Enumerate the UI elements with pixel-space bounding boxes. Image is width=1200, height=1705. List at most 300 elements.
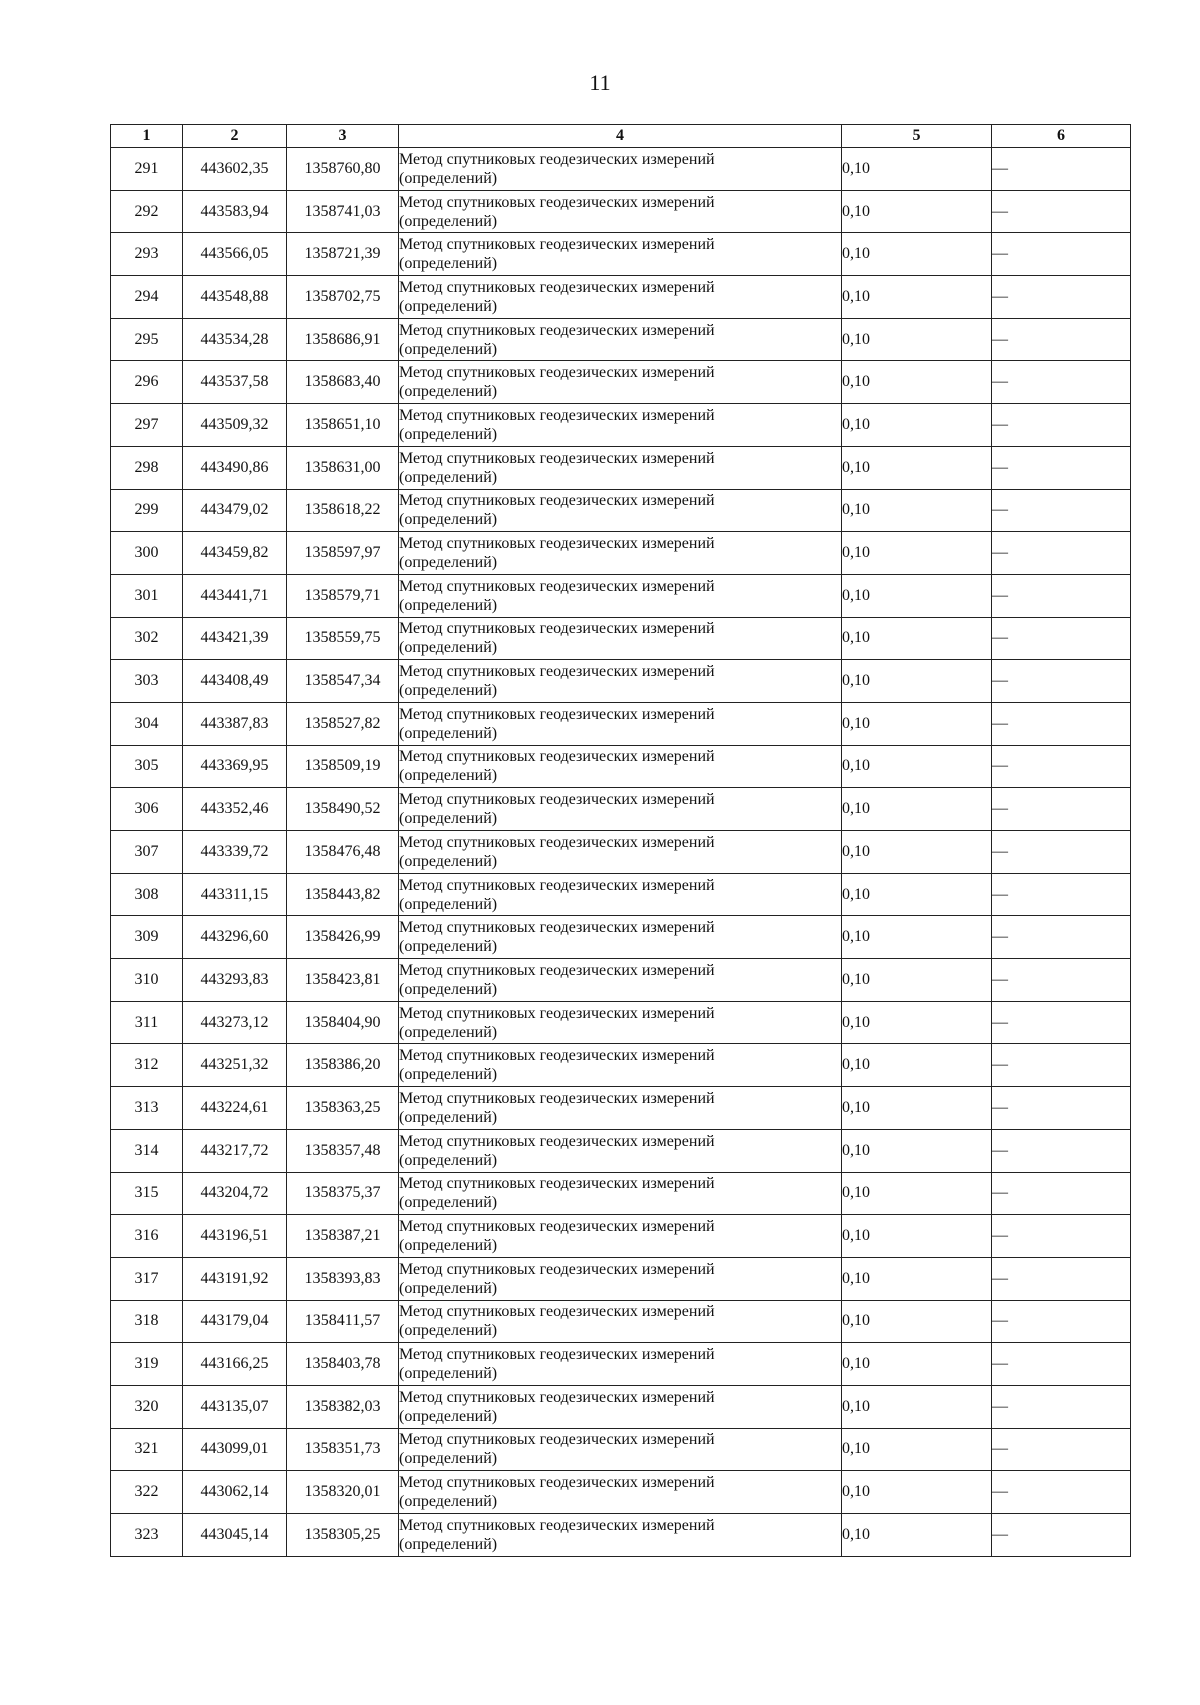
note-dash: — [992, 916, 1131, 959]
note-dash: — [992, 361, 1131, 404]
point-number: 303 [111, 660, 183, 703]
coordinate-x: 443339,72 [183, 831, 287, 874]
coordinate-x: 443534,28 [183, 318, 287, 361]
point-number: 306 [111, 788, 183, 831]
table-row [111, 148, 1131, 191]
method-line-2: (определений) [399, 1108, 498, 1126]
method-cell [399, 745, 842, 788]
table-row [111, 1044, 1131, 1087]
coordinate-x: 443583,94 [183, 190, 287, 233]
method-cell [399, 916, 842, 959]
point-number: 298 [111, 446, 183, 489]
coordinate-x: 443191,92 [183, 1257, 287, 1300]
coordinate-x: 443602,35 [183, 148, 287, 191]
point-number: 321 [111, 1428, 183, 1471]
point-number: 322 [111, 1471, 183, 1514]
method-cell [399, 1172, 842, 1215]
accuracy-value: 0,10 [842, 1129, 992, 1172]
method-line-1: Метод спутниковых геодезических измерений [399, 150, 715, 168]
note-dash: — [992, 489, 1131, 532]
note-dash: — [992, 148, 1131, 191]
method-cell [399, 1001, 842, 1044]
table-row [111, 745, 1131, 788]
method-cell [399, 1044, 842, 1087]
method-line-2: (определений) [399, 767, 498, 785]
accuracy-value: 0,10 [842, 148, 992, 191]
table-row [111, 404, 1131, 447]
table-row [111, 1471, 1131, 1514]
accuracy-value: 0,10 [842, 1385, 992, 1428]
method-line-2: (определений) [399, 383, 498, 401]
accuracy-value: 0,10 [842, 831, 992, 874]
table-row [111, 1129, 1131, 1172]
table-row [111, 1215, 1131, 1258]
point-number: 319 [111, 1343, 183, 1386]
method-line-1: Метод спутниковых геодезических измерений [399, 535, 715, 553]
method-line-2: (определений) [399, 212, 498, 230]
method-cell [399, 831, 842, 874]
coordinate-x: 443387,83 [183, 702, 287, 745]
method-cell [399, 446, 842, 489]
note-dash: — [992, 1514, 1131, 1557]
coordinate-y: 1358760,80 [287, 148, 399, 191]
method-line-1: Метод спутниковых геодезических измерений [399, 1047, 715, 1065]
coordinate-y: 1358527,82 [287, 702, 399, 745]
accuracy-value: 0,10 [842, 1257, 992, 1300]
point-number: 315 [111, 1172, 183, 1215]
method-cell [399, 233, 842, 276]
method-line-1: Метод спутниковых геодезических измерений [399, 1346, 715, 1364]
table-row [111, 276, 1131, 319]
coordinate-x: 443296,60 [183, 916, 287, 959]
table-row [111, 702, 1131, 745]
coordinate-y: 1358741,03 [287, 190, 399, 233]
point-number: 318 [111, 1300, 183, 1343]
coordinate-y: 1358382,03 [287, 1385, 399, 1428]
table-row [111, 831, 1131, 874]
coordinate-y: 1358597,97 [287, 532, 399, 575]
method-cell [399, 404, 842, 447]
accuracy-value: 0,10 [842, 617, 992, 660]
method-line-2: (определений) [399, 468, 498, 486]
accuracy-value: 0,10 [842, 446, 992, 489]
coordinate-y: 1358363,25 [287, 1087, 399, 1130]
note-dash: — [992, 1343, 1131, 1386]
point-number: 291 [111, 148, 183, 191]
coordinate-x: 443062,14 [183, 1471, 287, 1514]
note-dash: — [992, 1428, 1131, 1471]
point-number: 317 [111, 1257, 183, 1300]
table-body [111, 148, 1131, 1557]
accuracy-value: 0,10 [842, 574, 992, 617]
table-row [111, 190, 1131, 233]
point-number: 309 [111, 916, 183, 959]
note-dash: — [992, 745, 1131, 788]
accuracy-value: 0,10 [842, 1514, 992, 1557]
method-line-2: (определений) [399, 852, 498, 870]
coordinate-y: 1358721,39 [287, 233, 399, 276]
coordinate-x: 443273,12 [183, 1001, 287, 1044]
coordinate-x: 443352,46 [183, 788, 287, 831]
method-line-1: Метод спутниковых геодезических измерений [399, 577, 715, 595]
method-line-1: Метод спутниковых геодезических измерений [399, 919, 715, 937]
coordinate-y: 1358426,99 [287, 916, 399, 959]
method-line-2: (определений) [399, 682, 498, 700]
note-dash: — [992, 190, 1131, 233]
method-line-2: (определений) [399, 425, 498, 443]
coordinate-x: 443537,58 [183, 361, 287, 404]
accuracy-value: 0,10 [842, 489, 992, 532]
method-cell [399, 1428, 842, 1471]
method-line-2: (определений) [399, 1151, 498, 1169]
column-header: 6 [992, 125, 1131, 148]
note-dash: — [992, 1001, 1131, 1044]
accuracy-value: 0,10 [842, 233, 992, 276]
method-line-2: (определений) [399, 1194, 498, 1212]
note-dash: — [992, 1300, 1131, 1343]
note-dash: — [992, 617, 1131, 660]
accuracy-value: 0,10 [842, 1300, 992, 1343]
method-line-2: (определений) [399, 1237, 498, 1255]
note-dash: — [992, 873, 1131, 916]
coordinate-x: 443548,88 [183, 276, 287, 319]
method-cell [399, 1257, 842, 1300]
method-line-1: Метод спутниковых геодезических измерений [399, 364, 715, 382]
coordinate-y: 1358386,20 [287, 1044, 399, 1087]
table-row [111, 1428, 1131, 1471]
point-number: 310 [111, 959, 183, 1002]
method-line-1: Метод спутниковых геодезических измерений [399, 449, 715, 467]
coordinate-x: 443045,14 [183, 1514, 287, 1557]
accuracy-value: 0,10 [842, 702, 992, 745]
accuracy-value: 0,10 [842, 361, 992, 404]
method-line-2: (определений) [399, 724, 498, 742]
method-line-1: Метод спутниковых геодезических измерений [399, 1175, 715, 1193]
coordinate-x: 443479,02 [183, 489, 287, 532]
accuracy-value: 0,10 [842, 190, 992, 233]
coordinate-x: 443490,86 [183, 446, 287, 489]
table-row [111, 1385, 1131, 1428]
method-line-2: (определений) [399, 1023, 498, 1041]
note-dash: — [992, 788, 1131, 831]
accuracy-value: 0,10 [842, 1215, 992, 1258]
coordinate-y: 1358320,01 [287, 1471, 399, 1514]
coordinate-x: 443166,25 [183, 1343, 287, 1386]
method-cell [399, 361, 842, 404]
coordinate-y: 1358618,22 [287, 489, 399, 532]
method-line-1: Метод спутниковых геодезических измерений [399, 1218, 715, 1236]
coordinate-y: 1358490,52 [287, 788, 399, 831]
accuracy-value: 0,10 [842, 1001, 992, 1044]
coordinate-y: 1358411,57 [287, 1300, 399, 1343]
page-number: 11 [589, 70, 611, 95]
method-cell [399, 702, 842, 745]
point-number: 305 [111, 745, 183, 788]
table-row [111, 617, 1131, 660]
accuracy-value: 0,10 [842, 873, 992, 916]
coordinate-y: 1358351,73 [287, 1428, 399, 1471]
coordinate-y: 1358702,75 [287, 276, 399, 319]
column-header: 2 [183, 125, 287, 148]
coordinate-x: 443217,72 [183, 1129, 287, 1172]
point-number: 293 [111, 233, 183, 276]
table-row [111, 574, 1131, 617]
column-header: 4 [399, 125, 842, 148]
method-line-1: Метод спутниковых геодезических измерений [399, 321, 715, 339]
point-number: 301 [111, 574, 183, 617]
accuracy-value: 0,10 [842, 404, 992, 447]
method-cell [399, 1129, 842, 1172]
column-header: 5 [842, 125, 992, 148]
table-row [111, 361, 1131, 404]
coordinate-x: 443566,05 [183, 233, 287, 276]
point-number: 299 [111, 489, 183, 532]
table-row [111, 532, 1131, 575]
note-dash: — [992, 233, 1131, 276]
method-line-1: Метод спутниковых геодезических измерений [399, 1516, 715, 1534]
accuracy-value: 0,10 [842, 1044, 992, 1087]
coordinate-y: 1358393,83 [287, 1257, 399, 1300]
table-row [111, 1300, 1131, 1343]
table-row [111, 1343, 1131, 1386]
point-number: 297 [111, 404, 183, 447]
method-line-2: (определений) [399, 938, 498, 956]
accuracy-value: 0,10 [842, 1087, 992, 1130]
coordinate-y: 1358443,82 [287, 873, 399, 916]
coordinate-x: 443135,07 [183, 1385, 287, 1428]
method-line-1: Метод спутниковых геодезических измерений [399, 1474, 715, 1492]
note-dash: — [992, 702, 1131, 745]
point-number: 302 [111, 617, 183, 660]
method-line-2: (определений) [399, 554, 498, 572]
note-dash: — [992, 1172, 1131, 1215]
method-cell [399, 1215, 842, 1258]
point-number: 308 [111, 873, 183, 916]
method-cell [399, 1514, 842, 1557]
method-line-2: (определений) [399, 1066, 498, 1084]
point-number: 307 [111, 831, 183, 874]
accuracy-value: 0,10 [842, 1343, 992, 1386]
coordinate-x: 443196,51 [183, 1215, 287, 1258]
method-cell [399, 959, 842, 1002]
method-line-1: Метод спутниковых геодезических измерений [399, 876, 715, 894]
note-dash: — [992, 831, 1131, 874]
table-row [111, 788, 1131, 831]
method-line-2: (определений) [399, 639, 498, 657]
point-number: 320 [111, 1385, 183, 1428]
point-number: 292 [111, 190, 183, 233]
method-line-2: (определений) [399, 1322, 498, 1340]
note-dash: — [992, 1257, 1131, 1300]
coordinate-y: 1358357,48 [287, 1129, 399, 1172]
table-row [111, 446, 1131, 489]
method-line-2: (определений) [399, 297, 498, 315]
accuracy-value: 0,10 [842, 318, 992, 361]
note-dash: — [992, 1087, 1131, 1130]
coordinate-x: 443204,72 [183, 1172, 287, 1215]
point-number: 323 [111, 1514, 183, 1557]
method-cell [399, 276, 842, 319]
coordinate-y: 1358387,21 [287, 1215, 399, 1258]
note-dash: — [992, 404, 1131, 447]
method-line-2: (определений) [399, 810, 498, 828]
table-row [111, 660, 1131, 703]
method-line-2: (определений) [399, 1450, 498, 1468]
note-dash: — [992, 1044, 1131, 1087]
method-cell [399, 660, 842, 703]
accuracy-value: 0,10 [842, 788, 992, 831]
coordinate-x: 443251,32 [183, 1044, 287, 1087]
coordinate-x: 443179,04 [183, 1300, 287, 1343]
coordinate-y: 1358683,40 [287, 361, 399, 404]
coordinate-y: 1358509,19 [287, 745, 399, 788]
method-line-2: (определений) [399, 596, 498, 614]
method-line-2: (определений) [399, 169, 498, 187]
note-dash: — [992, 1385, 1131, 1428]
method-line-2: (определений) [399, 1279, 498, 1297]
method-cell [399, 1471, 842, 1514]
coordinate-y: 1358476,48 [287, 831, 399, 874]
point-number: 300 [111, 532, 183, 575]
note-dash: — [992, 959, 1131, 1002]
note-dash: — [992, 446, 1131, 489]
accuracy-value: 0,10 [842, 660, 992, 703]
table-row [111, 916, 1131, 959]
accuracy-value: 0,10 [842, 1471, 992, 1514]
method-line-1: Метод спутниковых геодезических измерений [399, 1260, 715, 1278]
coordinate-y: 1358375,37 [287, 1172, 399, 1215]
method-line-1: Метод спутниковых геодезических измерений [399, 961, 715, 979]
note-dash: — [992, 532, 1131, 575]
method-cell [399, 532, 842, 575]
accuracy-value: 0,10 [842, 745, 992, 788]
method-line-1: Метод спутниковых геодезических измерений [399, 705, 715, 723]
method-line-2: (определений) [399, 1407, 498, 1425]
coordinate-y: 1358404,90 [287, 1001, 399, 1044]
coordinate-y: 1358423,81 [287, 959, 399, 1002]
note-dash: — [992, 1129, 1131, 1172]
method-line-1: Метод спутниковых геодезических измерений [399, 620, 715, 638]
method-line-1: Метод спутниковых геодезических измерений [399, 1303, 715, 1321]
method-cell [399, 1300, 842, 1343]
point-number: 312 [111, 1044, 183, 1087]
method-cell [399, 873, 842, 916]
point-number: 304 [111, 702, 183, 745]
table-row [111, 1514, 1131, 1557]
method-line-1: Метод спутниковых геодезических измерений [399, 791, 715, 809]
method-cell [399, 574, 842, 617]
coordinate-x: 443421,39 [183, 617, 287, 660]
accuracy-value: 0,10 [842, 1428, 992, 1471]
point-number: 316 [111, 1215, 183, 1258]
table-row [111, 233, 1131, 276]
coordinates-table [110, 124, 1131, 1557]
method-line-1: Метод спутниковых геодезических измерений [399, 193, 715, 211]
note-dash: — [992, 1471, 1131, 1514]
coordinate-x: 443408,49 [183, 660, 287, 703]
coordinate-x: 443509,32 [183, 404, 287, 447]
method-line-1: Метод спутниковых геодезических измерений [399, 1132, 715, 1150]
note-dash: — [992, 1215, 1131, 1258]
note-dash: — [992, 318, 1131, 361]
method-cell [399, 1385, 842, 1428]
column-header: 1 [111, 125, 183, 148]
table-row [111, 1172, 1131, 1215]
coordinate-y: 1358403,78 [287, 1343, 399, 1386]
table-row [111, 489, 1131, 532]
point-number: 313 [111, 1087, 183, 1130]
table-row [111, 318, 1131, 361]
method-cell [399, 489, 842, 532]
method-line-1: Метод спутниковых геодезических измерений [399, 1089, 715, 1107]
coordinate-x: 443441,71 [183, 574, 287, 617]
coordinate-x: 443311,15 [183, 873, 287, 916]
method-cell [399, 148, 842, 191]
coordinate-x: 443459,82 [183, 532, 287, 575]
coordinate-x: 443224,61 [183, 1087, 287, 1130]
accuracy-value: 0,10 [842, 532, 992, 575]
method-cell [399, 617, 842, 660]
table-header-row [111, 125, 1131, 148]
table-row [111, 959, 1131, 1002]
method-line-2: (определений) [399, 895, 498, 913]
method-line-2: (определений) [399, 980, 498, 998]
method-line-2: (определений) [399, 340, 498, 358]
accuracy-value: 0,10 [842, 276, 992, 319]
method-cell [399, 1343, 842, 1386]
accuracy-value: 0,10 [842, 1172, 992, 1215]
coordinate-y: 1358579,71 [287, 574, 399, 617]
point-number: 311 [111, 1001, 183, 1044]
method-line-1: Метод спутниковых геодезических измерений [399, 833, 715, 851]
method-line-1: Метод спутниковых геодезических измерений [399, 492, 715, 510]
method-line-1: Метод спутниковых геодезических измерений [399, 1431, 715, 1449]
table-row [111, 1257, 1131, 1300]
accuracy-value: 0,10 [842, 916, 992, 959]
method-cell [399, 190, 842, 233]
point-number: 295 [111, 318, 183, 361]
method-line-1: Метод спутниковых геодезических измерений [399, 278, 715, 296]
coordinate-x: 443099,01 [183, 1428, 287, 1471]
method-line-2: (определений) [399, 1365, 498, 1383]
coordinate-y: 1358547,34 [287, 660, 399, 703]
method-cell [399, 1087, 842, 1130]
coordinate-y: 1358305,25 [287, 1514, 399, 1557]
column-header: 3 [287, 125, 399, 148]
method-line-1: Метод спутниковых геодезических измерений [399, 1388, 715, 1406]
table-row [111, 1001, 1131, 1044]
coordinate-y: 1358631,00 [287, 446, 399, 489]
method-line-2: (определений) [399, 255, 498, 273]
method-line-1: Метод спутниковых геодезических измерений [399, 748, 715, 766]
point-number: 294 [111, 276, 183, 319]
note-dash: — [992, 276, 1131, 319]
method-line-2: (определений) [399, 1535, 498, 1553]
coordinate-x: 443369,95 [183, 745, 287, 788]
coordinate-y: 1358686,91 [287, 318, 399, 361]
method-line-2: (определений) [399, 511, 498, 529]
note-dash: — [992, 660, 1131, 703]
coordinate-y: 1358559,75 [287, 617, 399, 660]
method-line-1: Метод спутниковых геодезических измерений [399, 663, 715, 681]
method-line-1: Метод спутниковых геодезических измерений [399, 406, 715, 424]
point-number: 296 [111, 361, 183, 404]
method-line-1: Метод спутниковых геодезических измерений [399, 236, 715, 254]
method-line-1: Метод спутниковых геодезических измерений [399, 1004, 715, 1022]
table-row [111, 873, 1131, 916]
method-cell [399, 788, 842, 831]
method-line-2: (определений) [399, 1493, 498, 1511]
